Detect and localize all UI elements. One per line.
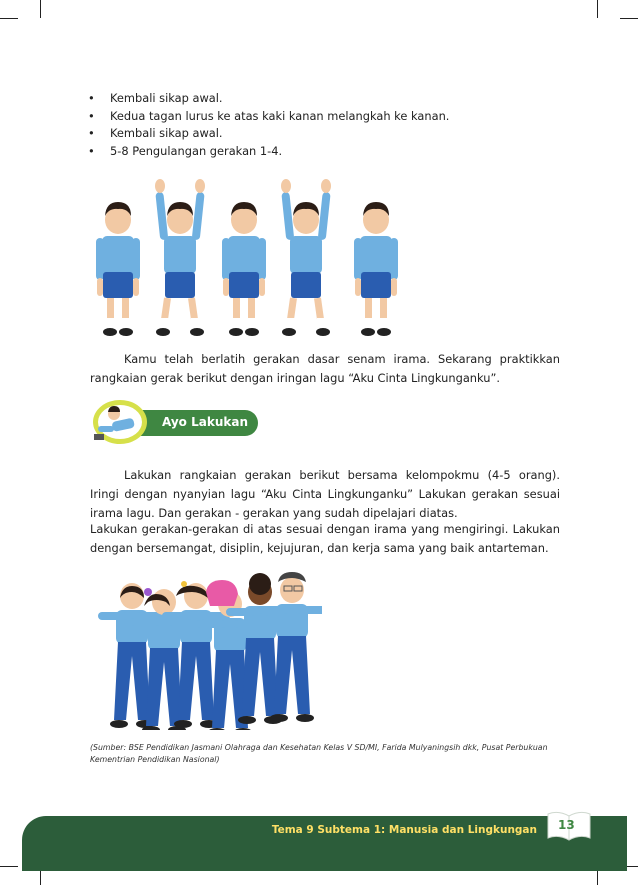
exercise-sequence-illustration [90,168,500,343]
banner-emblem-icon [92,396,152,446]
paragraph-intro: Kamu telah berlatih gerakan dasar senam irama. Sekarang praktikkan rangkaian gerak berikut dengan iringan lagu “Aku Cinta Lingkunganku”. [90,352,560,385]
figure-arms-up [281,179,331,336]
figure-standing [96,202,140,336]
instruction-list [88,90,558,160]
figure-standing [354,202,398,336]
list-item: • Kedua tagan lurus ke atas kaki kanan melangkah ke kanan. [88,108,558,126]
crop-mark [0,18,18,19]
paragraph-encouragement: Lakukan gerakan-gerakan di atas sesuai dengan irama yang mengiringi. Lakukan dengan bersemangat, disiplin, kejujuran, dan kerja sama yang baik antarteman. [90,522,560,555]
page-number: 13 [558,818,575,832]
crop-mark [620,18,638,19]
list-item: • Kembali sikap awal. [88,90,558,108]
crop-mark [597,0,598,18]
figure-arms-up [155,179,205,336]
figure-standing [222,202,266,336]
list-item: • 5-8 Pengulangan gerakan 1-4. [88,143,558,161]
paragraph-instructions: Lakukan rangkaian gerakan berikut bersama kelompokmu (4-5 orang). Iringi dengan nyanyian lagu “Aku Cinta Lingkunganku” Lakukan gerakan sesuai irama lagu. Dan gerakan - gerakan yang sudah dipelajari diatas. [90,468,560,520]
crop-mark [40,0,41,18]
source-citation: (Sumber: BSE Pendidikan Jasmani Olahraga dan Kesehatan Kelas V SD/MI, Farida Mulyaningsih dkk, Pusat Perbukuan Kementrian Pendidikan Nasional) [90,743,548,764]
crop-mark [0,866,18,867]
group-dance-illustration [92,570,322,730]
page-footer [22,816,627,871]
footer-title: Tema 9 Subtema 1: Manusia dan Lingkungan [271,824,537,836]
banner-pill [136,410,258,436]
ayo-lakukan-banner [92,396,262,446]
list-item: • Kembali sikap awal. [88,125,558,143]
page-number-badge [546,808,592,838]
banner-label: Ayo Lakukan [162,415,248,429]
